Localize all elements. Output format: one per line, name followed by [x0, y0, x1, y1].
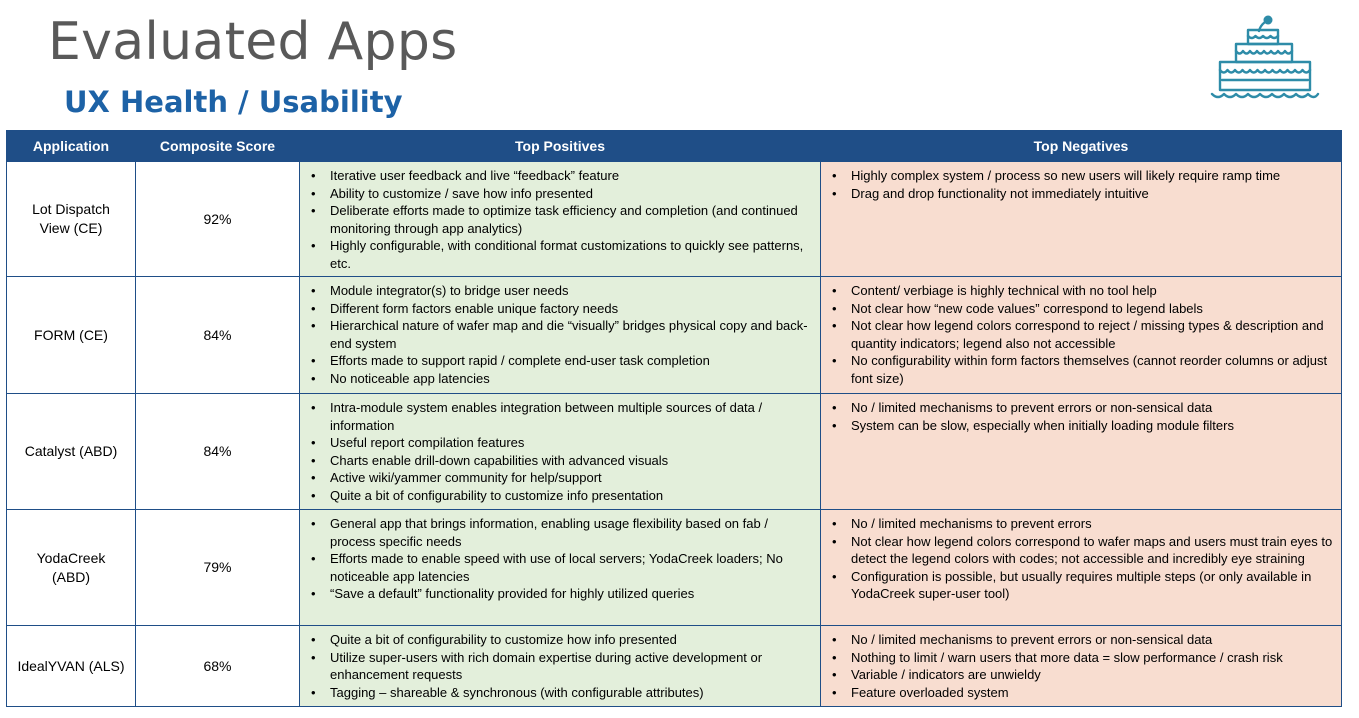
list-item: • Useful report compilation features — [330, 434, 812, 452]
list-item: • Active wiki/yammer community for help/support — [330, 469, 812, 487]
top-positives-cell — [300, 277, 821, 394]
page-subtitle: UX Health / Usability — [64, 85, 403, 119]
positives-list — [300, 515, 820, 603]
header-top-negatives: Top Negatives — [821, 131, 1342, 162]
negatives-list — [821, 167, 1341, 202]
list-item: • “Save a default” functionality provided for highly utilized queries — [330, 585, 812, 603]
composite-score-cell: 68% — [136, 626, 300, 707]
composite-score-cell: 79% — [136, 510, 300, 626]
table-header-row — [7, 131, 1342, 162]
list-item: • Hierarchical nature of wafer map and die “visually” bridges physical copy and back-end system — [330, 317, 812, 352]
application-cell: IdealYVAN (ALS) — [7, 626, 136, 707]
negatives-list — [821, 282, 1341, 388]
top-negatives-cell — [821, 626, 1342, 707]
list-item: • Ability to customize / save how info presented — [330, 185, 812, 203]
list-item: • Not clear how “new code values” correspond to legend labels — [851, 300, 1333, 318]
positives-list — [300, 167, 820, 273]
list-item: • Quite a bit of configurability to customize info presentation — [330, 487, 812, 505]
list-item: • Variable / indicators are unwieldy — [851, 666, 1333, 684]
header-application: Application — [7, 131, 136, 162]
table-row — [7, 162, 1342, 277]
composite-score-cell: 92% — [136, 162, 300, 277]
list-item: • Efforts made to enable speed with use of local servers; YodaCreek loaders; No noticeable app latencies — [330, 550, 812, 585]
top-positives-cell — [300, 626, 821, 707]
list-item: • Deliberate efforts made to optimize task efficiency and completion (and continued monitoring through app analytics) — [330, 202, 812, 237]
application-cell: Catalyst (ABD) — [7, 394, 136, 510]
top-negatives-cell — [821, 277, 1342, 394]
list-item: • Highly configurable, with conditional format customizations to quickly see patterns, etc. — [330, 237, 812, 272]
list-item: • Content/ verbiage is highly technical with no tool help — [851, 282, 1333, 300]
list-item: • Intra-module system enables integration between multiple sources of data / information — [330, 399, 812, 434]
page-title: Evaluated Apps — [48, 12, 458, 72]
header-composite-score: Composite Score — [136, 131, 300, 162]
list-item: • Nothing to limit / warn users that more data = slow performance / crash risk — [851, 649, 1333, 667]
negatives-list — [821, 399, 1341, 434]
negatives-list — [821, 631, 1341, 701]
list-item: • Tagging – shareable & synchronous (with configurable attributes) — [330, 684, 812, 702]
list-item: • Quite a bit of configurability to customize how info presented — [330, 631, 812, 649]
list-item: • Efforts made to support rapid / complete end-user task completion — [330, 352, 812, 370]
list-item: • Charts enable drill-down capabilities with advanced visuals — [330, 452, 812, 470]
top-negatives-cell — [821, 394, 1342, 510]
application-cell: FORM (CE) — [7, 277, 136, 394]
header-top-positives: Top Positives — [300, 131, 821, 162]
top-negatives-cell — [821, 510, 1342, 626]
list-item: • Utilize super-users with rich domain expertise during active development or enhancement requests — [330, 649, 812, 684]
list-item: • No / limited mechanisms to prevent errors or non-sensical data — [851, 631, 1333, 649]
list-item: • Module integrator(s) to bridge user needs — [330, 282, 812, 300]
table-row — [7, 394, 1342, 510]
top-negatives-cell — [821, 162, 1342, 277]
negatives-list — [821, 515, 1341, 603]
list-item: • No configurability within form factors themselves (cannot reorder columns or adjust font size) — [851, 352, 1333, 387]
list-item: • Not clear how legend colors correspond to reject / missing types & description and quantity indicators; legend also not accessible — [851, 317, 1333, 352]
list-item: • No / limited mechanisms to prevent errors or non-sensical data — [851, 399, 1333, 417]
positives-list — [300, 399, 820, 505]
list-item: • No / limited mechanisms to prevent errors — [851, 515, 1333, 533]
list-item: • Feature overloaded system — [851, 684, 1333, 702]
list-item: • Not clear how legend colors correspond to wafer maps and users must train eyes to detect the legend colors with codes; not accessible and incredibly eye straining — [851, 533, 1333, 568]
positives-list — [300, 631, 820, 701]
list-item: • Iterative user feedback and live “feedback” feature — [330, 167, 812, 185]
positives-list — [300, 282, 820, 388]
composite-score-cell: 84% — [136, 277, 300, 394]
cake-icon — [1210, 14, 1320, 104]
composite-score-cell: 84% — [136, 394, 300, 510]
table-row — [7, 277, 1342, 394]
table-row — [7, 510, 1342, 626]
top-positives-cell — [300, 162, 821, 277]
evaluated-apps-table — [6, 130, 1342, 707]
list-item: • Highly complex system / process so new users will likely require ramp time — [851, 167, 1333, 185]
list-item: • Different form factors enable unique factory needs — [330, 300, 812, 318]
top-positives-cell — [300, 510, 821, 626]
list-item: • Drag and drop functionality not immediately intuitive — [851, 185, 1333, 203]
list-item: • No noticeable app latencies — [330, 370, 812, 388]
application-cell: Lot Dispatch View (CE) — [7, 162, 136, 277]
list-item: • General app that brings information, enabling usage flexibility based on fab / process specific needs — [330, 515, 812, 550]
list-item: • System can be slow, especially when initially loading module filters — [851, 417, 1333, 435]
table-row — [7, 626, 1342, 707]
list-item: • Configuration is possible, but usually requires multiple steps (or only available in YodaCreek super-user tool) — [851, 568, 1333, 603]
application-cell: YodaCreek (ABD) — [7, 510, 136, 626]
top-positives-cell — [300, 394, 821, 510]
